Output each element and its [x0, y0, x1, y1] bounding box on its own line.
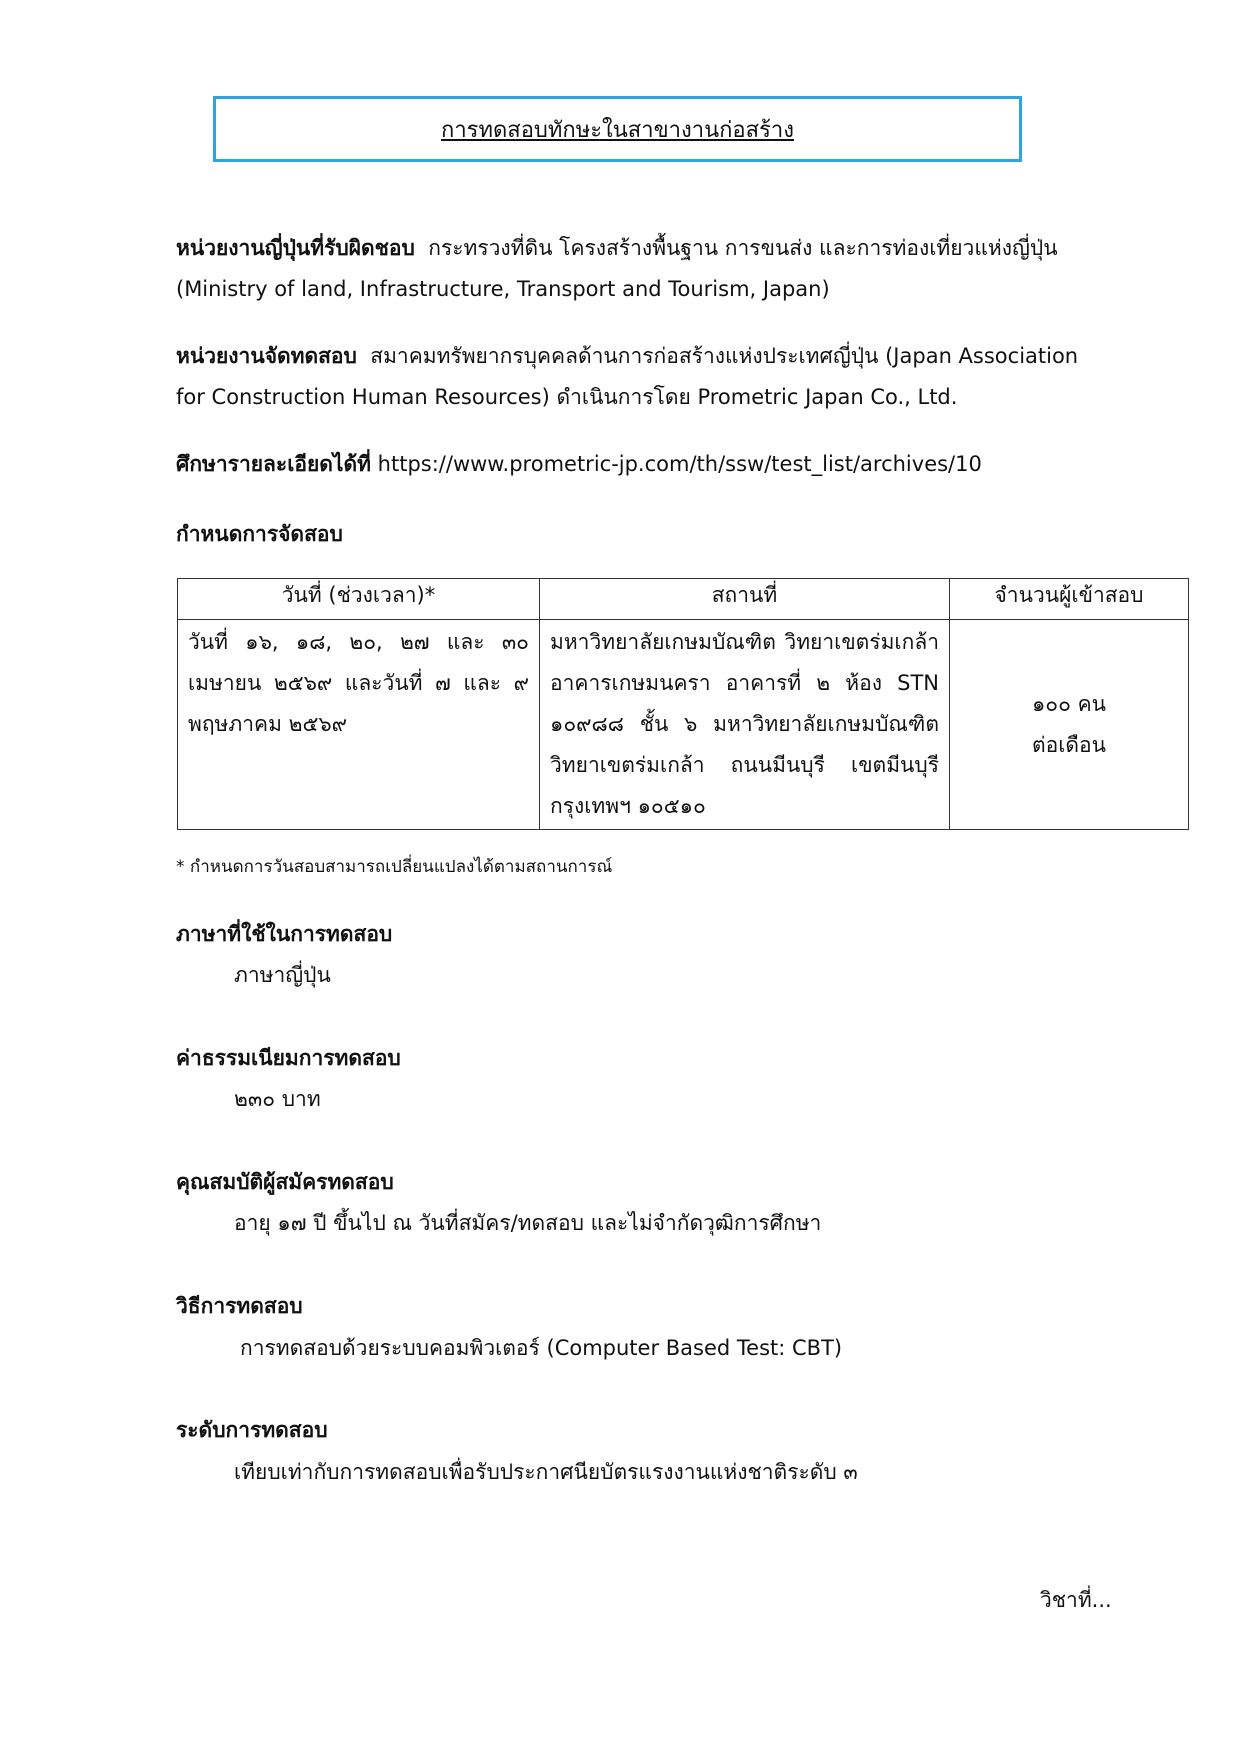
details	[176, 444, 1136, 485]
method-heading: วิธีการทดสอบ	[176, 1294, 303, 1318]
schedule-count-line2: ต่อเดือน	[1031, 732, 1107, 757]
language-value: ภาษาญี่ปุ่น	[234, 963, 331, 987]
schedule-col-place: สถานที่	[540, 579, 950, 620]
table-row	[178, 620, 1189, 830]
schedule-count-line1: ๑๐๐ คน	[1031, 691, 1107, 716]
responsible-agency	[176, 228, 1136, 310]
exam-organizer-value-line2: for Construction Human Resources) ดำเนินการโดย Prometric Japan Co., Ltd.	[176, 385, 958, 409]
exam-organizer	[176, 336, 1136, 418]
schedule-place-cell: มหาวิทยาลัยเกษมบัณฑิต วิทยาเขตร่มเกล้า อาคารเกษมนครา อาคารที่ ๒ ห้อง STN ๑๐๙๘๘ ชั้น ๖ มหาวิทยาลัยเกษมบัณฑิต วิทยาเขตร่มเกล้า ถนนมีนบุรี เขตมีนบุรี กรุงเทพฯ ๑๐๕๑๐	[540, 620, 950, 830]
schedule-count-cell	[950, 620, 1189, 830]
fee-value: ๒๓๐ บาท	[234, 1087, 321, 1111]
schedule-note: * กำหนดการวันสอบสามารถเปลี่ยนแปลงได้ตามสถานการณ์	[176, 857, 613, 877]
schedule-date-cell: วันที่ ๑๖, ๑๘, ๒๐, ๒๗ และ ๓๐ เมษายน ๒๕๖๙ และวันที่ ๗ และ ๙ พฤษภาคม ๒๕๖๙	[178, 620, 540, 830]
level-value: เทียบเท่ากับการทดสอบเพื่อรับประกาศนียบัตรแรงงานแห่งชาติระดับ ๓	[234, 1460, 858, 1484]
exam-organizer-value-line1: สมาคมทรัพยากรบุคคลด้านการก่อสร้างแห่งประเทศญี่ปุ่น (Japan Association	[370, 344, 1079, 368]
details-label: ศึกษารายละเอียดได้ที่	[176, 452, 371, 476]
schedule-col-count: จำนวนผู้เข้าสอบ	[950, 579, 1189, 620]
schedule-header-row	[178, 579, 1189, 620]
schedule-heading: กำหนดการจัดสอบ	[176, 522, 343, 546]
responsible-agency-label: หน่วยงานญี่ปุ่นที่รับผิดชอบ	[176, 236, 415, 260]
details-url[interactable]: https://www.prometric-jp.com/th/ssw/test_list/archives/10	[377, 452, 982, 476]
fee-heading: ค่าธรรมเนียมการทดสอบ	[176, 1046, 401, 1070]
responsible-agency-value-th: กระทรวงที่ดิน โครงสร้างพื้นฐาน การขนส่ง และการท่องเที่ยวแห่งญี่ปุ่น	[428, 236, 1058, 260]
exam-organizer-label: หน่วยงานจัดทดสอบ	[176, 344, 357, 368]
qualification-heading: คุณสมบัติผู้สมัครทดสอบ	[176, 1170, 394, 1194]
responsible-agency-value-en: (Ministry of land, Infrastructure, Transport and Tourism, Japan)	[176, 277, 830, 301]
qualification-value: อายุ ๑๗ ปี ขึ้นไป ณ วันที่สมัคร/ทดสอบ และไม่จำกัดวุฒิการศึกษา	[234, 1211, 822, 1235]
continued-label: วิชาที่...	[1040, 1588, 1112, 1612]
schedule-col-date: วันที่ (ช่วงเวลา)*	[178, 579, 540, 620]
schedule-table	[177, 578, 1189, 830]
level-heading: ระดับการทดสอบ	[176, 1418, 328, 1442]
page-title: การทดสอบทักษะในสาขางานก่อสร้าง	[441, 117, 794, 143]
language-heading: ภาษาที่ใช้ในการทดสอบ	[176, 922, 393, 946]
method-value: การทดสอบด้วยระบบคอมพิวเตอร์ (Computer Based Test: CBT)	[240, 1336, 843, 1360]
title-box	[213, 96, 1022, 162]
